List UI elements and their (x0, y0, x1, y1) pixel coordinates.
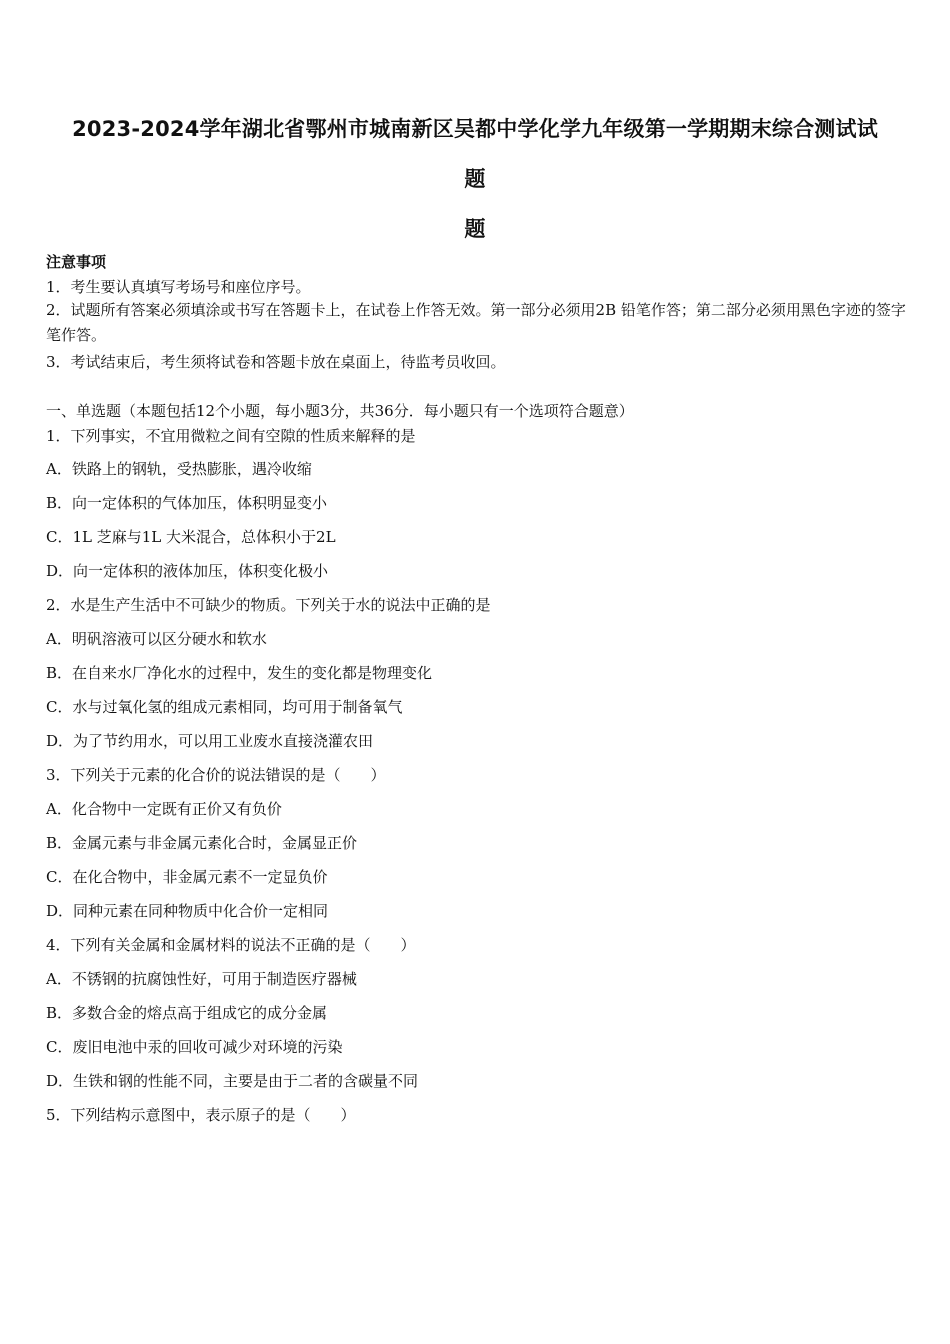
question-4-option-a: A．不锈钢的抗腐蚀性好，可用于制造医疗器械 (46, 970, 357, 988)
question-2-stem: 2．水是生产生活中不可缺少的物质。下列关于水的说法中正确的是 (46, 596, 491, 614)
question-4-option-d: D．生铁和钢的性能不同，主要是由于二者的含碳量不同 (46, 1072, 419, 1090)
question-3-option-a: A．化合物中一定既有正价又有负价 (46, 800, 282, 818)
document-title-line-3: 题 (464, 217, 486, 241)
notice-item-1: 1．考生要认真填写考场号和座位序号。 (46, 278, 311, 296)
question-1-option-c: C．1L 芝麻与1L 大米混合，总体积小于2L (46, 528, 336, 546)
question-1-option-b: B．向一定体积的气体加压，体积明显变小 (46, 494, 328, 512)
question-1-option-d: D．向一定体积的液体加压，体积变化极小 (46, 562, 329, 580)
question-2-option-b: B．在自来水厂净化水的过程中，发生的变化都是物理变化 (46, 664, 433, 682)
question-3-option-b: B．金属元素与非金属元素化合时，金属显正价 (46, 834, 358, 852)
notice-item-2: 2．试题所有答案必须填涂或书写在答题卡上，在试卷上作答无效。第一部分必须用2B 铅笔作答；第二部分必须用黑色字迹的签字笔作答。 (46, 301, 906, 344)
question-4-option-b: B．多数合金的熔点高于组成它的成分金属 (46, 1004, 328, 1022)
question-1-stem: 1．下列事实，不宜用微粒之间有空隙的性质来解释的是 (46, 427, 416, 445)
question-2-option-d: D．为了节约用水，可以用工业废水直接浇灌农田 (46, 732, 374, 750)
question-4-option-c: C．废旧电池中汞的回收可减少对环境的污染 (46, 1038, 343, 1056)
question-3-stem: 3．下列关于元素的化合价的说法错误的是（ ） (46, 766, 386, 784)
question-1-option-a: A．铁路上的钢轨，受热膨胀，遇冷收缩 (46, 460, 312, 478)
question-5-stem: 5．下列结构示意图中，表示原子的是（ ） (46, 1106, 356, 1124)
section-heading: 一、单选题（本题包括12个小题，每小题3分，共36分．每小题只有一个选项符合题意） (46, 402, 634, 420)
notice-item-3: 3．考试结束后，考生须将试卷和答题卡放在桌面上，待监考员收回。 (46, 353, 506, 371)
notice-heading: 注意事项 (46, 253, 107, 271)
question-2-option-a: A．明矾溶液可以区分硬水和软水 (46, 630, 267, 648)
document-title-line-2: 题 (464, 167, 486, 191)
question-3-option-c: C．在化合物中，非金属元素不一定显负价 (46, 868, 328, 886)
question-2-option-c: C．水与过氧化氢的组成元素相同，均可用于制备氧气 (46, 698, 403, 716)
document-title-line-1: 2023-2024学年湖北省鄂州市城南新区吴都中学化学九年级第一学期期末综合测试试 (72, 117, 878, 141)
question-3-option-d: D．同种元素在同种物质中化合价一定相同 (46, 902, 329, 920)
question-4-stem: 4．下列有关金属和金属材料的说法不正确的是（ ） (46, 936, 416, 954)
